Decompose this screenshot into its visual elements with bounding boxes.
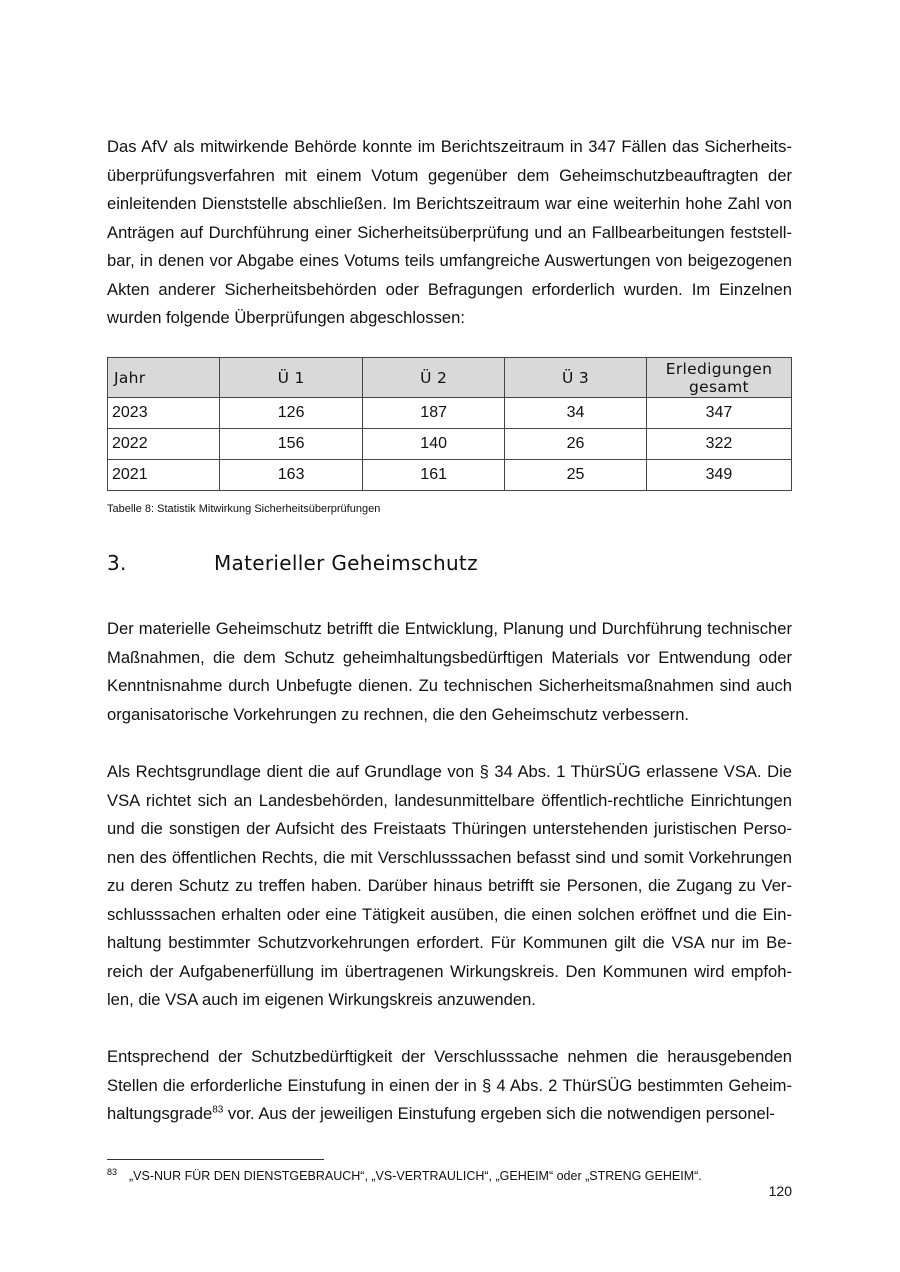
table-cell: 156: [220, 429, 363, 460]
header-u3: Ü 3: [505, 358, 647, 398]
header-u2: Ü 2: [363, 358, 505, 398]
table-row: [108, 429, 792, 460]
table-cell: 2023: [108, 398, 220, 429]
table-cell: 347: [646, 398, 791, 429]
footnote-number: 83: [107, 1167, 118, 1177]
paragraph-text-end: vor. Aus der jeweiligen Einstufung ergeben sich die notwendigen personel-: [223, 1104, 775, 1123]
table-cell: 163: [220, 460, 363, 491]
table-cell: 26: [505, 429, 647, 460]
table-cell: 126: [220, 398, 363, 429]
header-year: Jahr: [108, 358, 220, 398]
table-cell: 349: [646, 460, 791, 491]
section-title: Materieller Geheimschutz: [214, 551, 478, 575]
table-row: [108, 398, 792, 429]
document-page: [107, 0, 792, 1272]
footnote-divider: [107, 1159, 324, 1160]
table-row: [108, 460, 792, 491]
footnote: [107, 1167, 702, 1183]
paragraph-classification: [107, 1043, 792, 1129]
table-cell: 322: [646, 429, 791, 460]
header-total: Erledigungen gesamt: [646, 358, 791, 398]
paragraph-text-start: Entsprechend der Schutzbedürftigkeit der Verschlusssache nehmen die herausgebenden Stellen die erforderliche Einstufung in einen der in § 4 Abs. 2 ThürSÜG bestimmten Geheimhaltungsgrade: [107, 1047, 792, 1123]
table-cell: 187: [363, 398, 505, 429]
table-cell: 161: [363, 460, 505, 491]
paragraph-material-protection: Der materielle Geheimschutz betrifft die Entwicklung, Planung und Durchführung technischer Maßnahmen, die dem Schutz geheimhaltungsbedürftigen Materials vor Entwendung oder Kenntnisnahme durch Unbefugte dienen. Zu technischen Sicherheitsmaßnahmen sind auch organisatorische Vorkehrungen zu rechnen, die den Geheimschutz verbessern.: [107, 619, 792, 724]
table-header-row: [108, 358, 792, 398]
statistics-table: [107, 357, 792, 491]
paragraph-legal-basis: Als Rechtsgrundlage dient die auf Grundlage von § 34 Abs. 1 ThürSÜG erlassene VSA. Die VSA richtet sich an Landesbehörden, landesunmittelbare öffentlich-rechtliche Einrichtungen und die sonstigen der Aufsicht des Freistaats Thüringen unterstehenden juristischen Personen des öffentlichen Rechts, die mit Verschlusssachen befasst sind und somit Vorkehrungen zu deren Schutz zu treffen haben. Darüber hinaus betrifft sie Personen, die Zugang zu Verschlusssachen erhalten oder eine Tätigkeit ausüben, die einen solchen eröffnet und die Einhaltung bestimmter Schutzvorkehrungen erfordert. Für Kommunen gilt die VSA nur im Bereich der Aufgabenerfüllung im übertragenen Wirkungskreis. Den Kommunen wird empfohlen, die VSA auch im eigenen Wirkungskreis anzuwenden.: [107, 762, 792, 1009]
table-cell: 2022: [108, 429, 220, 460]
table-cell: 2021: [108, 460, 220, 491]
page-number: 120: [768, 1183, 792, 1199]
footnote-reference[interactable]: 83: [212, 1104, 224, 1116]
header-u1: Ü 1: [220, 358, 363, 398]
table-cell: 34: [505, 398, 647, 429]
table-caption: Tabelle 8: Statistik Mitwirkung Sicherheitsüberprüfungen: [107, 503, 381, 515]
table-cell: 140: [363, 429, 505, 460]
section-number: 3.: [107, 551, 127, 575]
paragraph-intro: Das AfV als mitwirkende Behörde konnte im Berichtszeitraum in 347 Fällen das Sicherheitsüberprüfungsverfahren mit einem Votum gegenüber dem Geheimschutzbeauftragten der einleitenden Dienststelle abschließen. Im Berichtszeitraum war eine weiterhin hohe Zahl von Anträgen auf Durchführung einer Sicherheitsüberprüfung und an Fallbearbeitungen feststellbar, in denen vor Abgabe eines Votums teils umfangreiche Auswertungen von beigezogenen Akten anderer Sicherheitsbehörden oder Befragungen erforderlich wurden. Im Einzelnen wurden folgende Überprüfungen abgeschlossen:: [107, 137, 792, 327]
table-cell: 25: [505, 460, 647, 491]
footnote-text: „VS-NUR FÜR DEN DIENSTGEBRAUCH“, „VS-VERTRAULICH“, „GEHEIM“ oder „STRENG GEHEIM“.: [129, 1169, 702, 1184]
